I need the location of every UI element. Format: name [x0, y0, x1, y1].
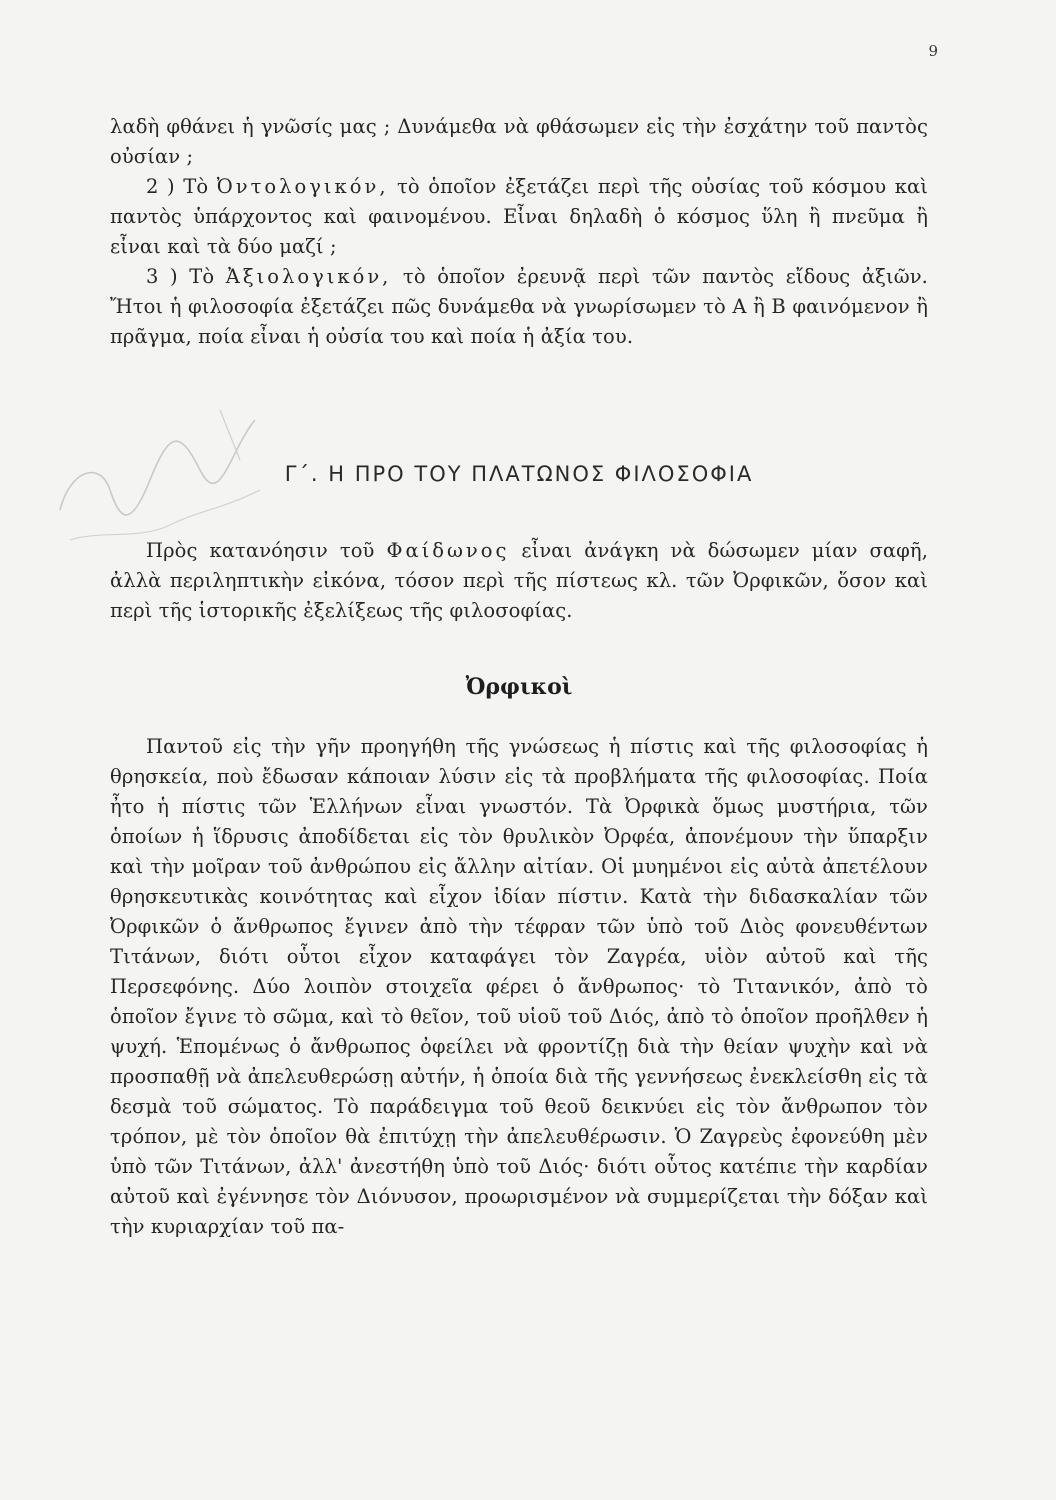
item-ontological-term: Ὀντολογικόν,: [216, 175, 389, 198]
section-intro-term: Φαίδωνος: [386, 539, 510, 562]
item-ontological-text: τὸ ὁποῖον ἐξετάζει περὶ τῆς οὐσίας τοῦ κόσμου καὶ παντὸς ὑπάρχοντος καὶ φαινομένου. Εἶναι δηλαδὴ ὁ κόσμος ὕλη ἢ πνεῦμα ἢ εἶναι καὶ τὰ δύο μαζί ;: [110, 175, 928, 258]
item-axiological-term: Ἀξιολογικόν,: [225, 265, 392, 288]
item-axiological: [110, 262, 928, 352]
section-intro-paragraph: [110, 536, 928, 626]
section-intro-before: Πρὸς κατανόησιν τοῦ: [146, 539, 387, 562]
item-ontological-prefix: 2 ) Τὸ: [146, 175, 217, 198]
intro-line: λαδὴ φθάνει ἡ γνῶσίς μας ; Δυνάμεθα νὰ φθάσωμεν εἰς τὴν ἐσχάτην τοῦ παντὸς οὐσίαν ;: [110, 115, 928, 168]
item-axiological-text: τὸ ὁποῖον ἐρευνᾷ περὶ τῶν παντὸς εἴδους ἀξιῶν. Ἤτοι ἡ φιλοσοφία ἐξετάζει πῶς δυνάμεθα νὰ γνωρίσωμεν τὸ Α ἢ Β φαινόμενον ἢ πρᾶγμα, ποία εἶναι ἡ οὐσία του καὶ ποία ἡ ἀξία του.: [110, 265, 928, 348]
item-ontological: [110, 172, 928, 262]
subsection-title: Ὀρφικοὶ: [465, 674, 573, 700]
section-intro-after: εἶναι ἀνάγκη νὰ δώσωμεν μίαν σαφῆ, ἀλλὰ περιληπτικὴν εἰκόνα, τόσον περὶ τῆς πίστεως κλ. τῶν Ὀρφικῶν, ὅσον καὶ περὶ τῆς ἱστορικῆς ἐξελίξεως τῆς φιλοσοφίας.: [110, 539, 928, 622]
item-axiological-prefix: 3 ) Τὸ: [146, 265, 226, 288]
body-block: [110, 732, 928, 1242]
body-paragraph: Παντοῦ εἰς τὴν γῆν προηγήθη τῆς γνώσεως ἡ πίστις καὶ τῆς φιλοσοφίας ἡ θρησκεία, ποὺ ἔδωσαν κάποιαν λύσιν εἰς τὰ προβλήματα τῆς φιλοσοφίας. Ποία ἦτο ἡ πίστις τῶν Ἑλλήνων εἶναι γνωστόν. Τὰ Ὀρφικὰ ὅμως μυστήρια, τῶν ὁποίων ἡ ἵδρυσις ἀποδίδεται εἰς τὸν θρυλικὸν Ὀρφέα, ἀπονέμουν τὴν ὕπαρξιν καὶ τὴν μοῖραν τοῦ ἀνθρώπου εἰς ἄλλην αἰτίαν. Οἱ μυημένοι εἰς αὐτὰ ἀπετέλουν θρησκευτικὰς κοινότητας καὶ εἶχον ἰδίαν πίστιν. Κατὰ τὴν διδασκαλίαν τῶν Ὀρφικῶν ὁ ἄνθρωπος ἔγινεν ἀπὸ τὴν τέφραν τῶν ὑπὸ τοῦ Διὸς φονευθέντων Τιτάνων, διότι οὗτοι εἶχον καταφάγει τὸν Ζαγρέα, υἱὸν αὐτοῦ καὶ τῆς Περσεφόνης. Δύο λοιπὸν στοιχεῖα φέρει ὁ ἄνθρωπος· τὸ Τιτανικόν, ἀπὸ τὸ ὁποῖον ἔγινε τὸ σῶμα, καὶ τὸ θεῖον, τοῦ υἱοῦ τοῦ Διός, ἀπὸ τὸ ὁποῖον προῆλθεν ἡ ψυχή. Ἑπομένως ὁ ἄνθρωπος ὀφείλει νὰ φροντίζῃ διὰ τὴν θείαν ψυχὴν καὶ νὰ προσπαθῇ νὰ ἀπελευθερώσῃ αὐτήν, ἡ ὁποία διὰ τῆς γεννήσεως ἐνεκλείσθη εἰς τὰ δεσμὰ τοῦ σώματος. Τὸ παράδειγμα τοῦ θεοῦ δεικνύει εἰς τὸν ἄνθρωπον τὸν τρόπον, μὲ τὸν ὁποῖον θὰ ἐπιτύχῃ τὴν ἀπελευθέρωσιν. Ὁ Ζαγρεὺς ἐφονεύθη μὲν ὑπὸ τῶν Τιτάνων, ἀλλ' ἀνεστήθη ὑπὸ τοῦ Διός· διότι οὗτος κατέπιε τὴν καρδίαν αὐτοῦ καὶ ἐγέννησε τὸν Διόνυσον, προωρισμένον νὰ συμμερίζεται τὴν δόξαν καὶ τὴν κυριαρχίαν τοῦ πα-: [110, 735, 928, 1238]
section-intro-block: [110, 536, 928, 626]
intro-block: [110, 112, 928, 352]
page-number: 9: [928, 42, 938, 60]
section-title: Γ΄. Η ΠΡΟ ΤΟΥ ΠΛΑΤΩΝΟΣ ΦΙΛΟΣΟΦΙΑ: [284, 462, 754, 486]
